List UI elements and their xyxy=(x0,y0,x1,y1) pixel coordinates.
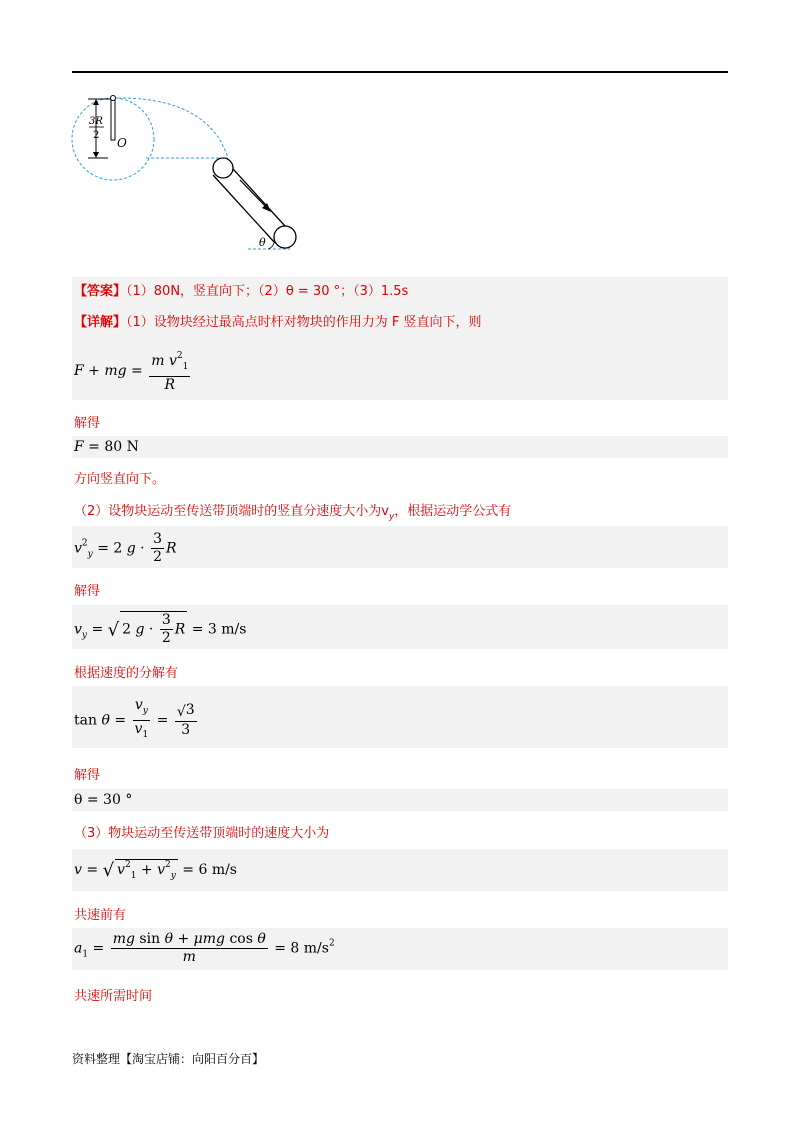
jiede-2: 解得 xyxy=(74,584,101,599)
belt-direction-arrow xyxy=(240,180,268,209)
physics-diagram xyxy=(68,92,318,262)
equation-vy: $v_y$ = √ 2 g · $\frac{3}{2}$ R = 3 m/s xyxy=(74,612,247,646)
time-needed-text: 共速所需时间 xyxy=(74,989,153,1004)
f-result-shade xyxy=(72,436,728,458)
height-label-den: 2 xyxy=(93,130,100,141)
f-result: F = 80 N xyxy=(74,439,139,455)
rod xyxy=(111,97,115,140)
header-rule xyxy=(72,71,728,73)
equation-force: F + mg = $\frac{m v^2_1}{R}$ xyxy=(74,348,192,394)
equation-v: v = √ $v^2_1 + v^2_y = 6$ m/s xyxy=(74,860,237,881)
equation-tan: tan θ = $\frac{v_y}{v_1}$ = $\frac{√3}{3}$ xyxy=(74,697,195,740)
answer-text: （1）80N，竖直向下；（2）θ = 30 °；（3）1.5s xyxy=(126,284,409,299)
direction-text: 方向竖直向下。 xyxy=(74,472,166,487)
footer-text: 资料整理【淘宝店铺：向阳百分百】 xyxy=(72,1052,265,1066)
part2-text: （2）设物块运动至传送带顶端时的竖直分速度大小为$v_y$，根据运动学公式有 xyxy=(74,504,512,522)
detail-text: （1）设物块经过最高点时杆对物块的作用力为 F 竖直向下，则 xyxy=(126,315,482,330)
equation-a1: $a_1$ = $\frac{\text{mg sin θ + μmg cos θ}}{m}$ = 8 $m/s^2$ xyxy=(74,931,335,965)
theta-result-shade xyxy=(72,789,728,811)
detail-line xyxy=(74,311,482,330)
equation-vy-squared: $v^2_y = 2$ g · $\frac{3}{2}$ R xyxy=(74,531,177,565)
center-label: O xyxy=(117,136,127,150)
angle-arc xyxy=(268,243,274,249)
angle-label: θ xyxy=(259,236,266,249)
top-pulley xyxy=(213,158,233,178)
theta-result: θ = 30 ° xyxy=(74,792,133,808)
height-label-num: 3R xyxy=(89,116,103,127)
jiede-3: 解得 xyxy=(74,768,101,783)
jiede-1: 解得 xyxy=(74,416,101,431)
detail-bracket: 【详解】 xyxy=(74,315,127,330)
projectile-trajectory xyxy=(113,98,228,158)
before-common-text: 共速前有 xyxy=(74,908,127,923)
part3-text: （3）物块运动至传送带顶端时的速度大小为 xyxy=(74,826,330,841)
bottom-pulley xyxy=(274,226,296,248)
decompose-text: 根据速度的分解有 xyxy=(74,666,179,681)
answer-line xyxy=(74,280,408,299)
answer-bracket: 【答案】 xyxy=(74,284,127,299)
